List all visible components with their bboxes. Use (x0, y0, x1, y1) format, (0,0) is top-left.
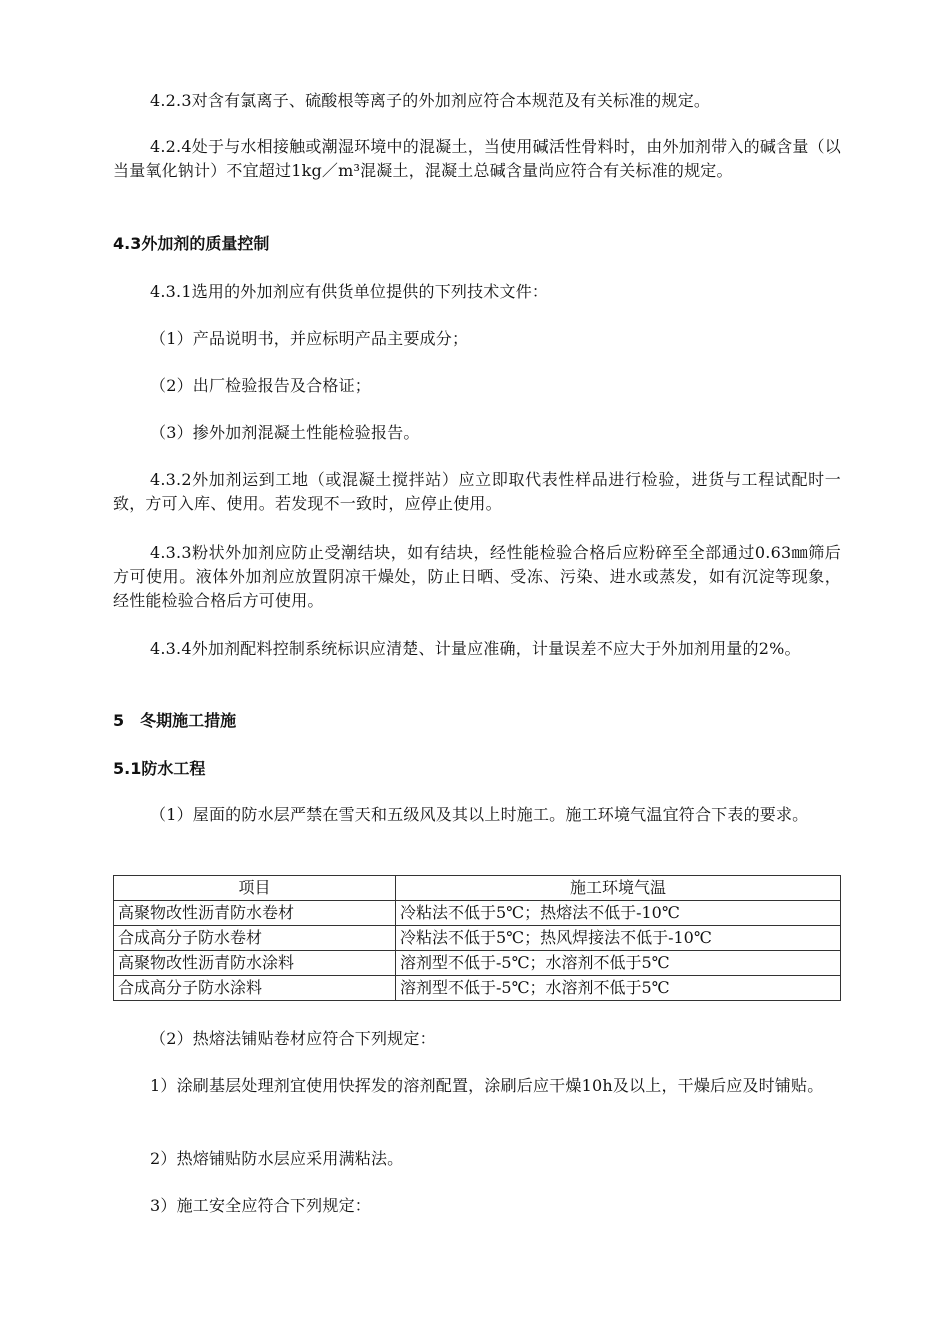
table-row (114, 901, 841, 926)
table-cell-temperature: 溶剂型不低于-5℃；水溶剂不低于5℃ (396, 976, 841, 1001)
chapter-5-heading: 5 冬期施工措施 (113, 711, 237, 730)
table-header-cell: 施工环境气温 (396, 876, 841, 901)
clause-5-1-item-2-sub-3: 3）施工安全应符合下列规定： (150, 1196, 371, 1215)
clause-4-3-1-item-1: （1）产品说明书，并应标明产品主要成分； (150, 329, 469, 348)
table-cell-temperature: 冷粘法不低于5℃；热风焊接法不低于-10℃ (396, 926, 841, 951)
table-cell-item: 合成高分子防水涂料 (114, 976, 396, 1001)
table-cell-temperature: 冷粘法不低于5℃；热熔法不低于-10℃ (396, 901, 841, 926)
clause-4-3-2: 4.3.2外加剂运到工地（或混凝土搅拌站）应立即取代表性样品进行检验，进货与工程试配时一致，方可入库、使用。若发现不一致时，应停止使用。 (113, 470, 841, 513)
clause-5-1-item-2-sub-1: 1）涂刷基层处理剂宜使用快挥发的溶剂配置，涂刷后应干燥10h及以上，干燥后应及时铺贴。 (150, 1076, 824, 1095)
table-cell-item: 高聚物改性沥青防水卷材 (114, 901, 396, 926)
temperature-table (113, 875, 841, 1001)
clause-4-2-3: 4.2.3对含有氯离子、硫酸根等离子的外加剂应符合本规范及有关标准的规定。 (150, 91, 711, 110)
table-row (114, 926, 841, 951)
table-header-row (114, 876, 841, 901)
clause-4-3-1: 4.3.1选用的外加剂应有供货单位提供的下列技术文件： (150, 282, 549, 301)
clause-4-3-3: 4.3.3粉状外加剂应防止受潮结块，如有结块，经性能检验合格后应粉碎至全部通过0.63㎜筛后方可使用。液体外加剂应放置阴凉干燥处，防止日晒、受冻、污染、进水或蒸发，如有沉淀等现象，经性能检验合格后方可使用。 (113, 543, 841, 610)
table-row (114, 976, 841, 1001)
clause-4-3-4: 4.3.4外加剂配料控制系统标识应清楚、计量应准确，计量误差不应大于外加剂用量的2%。 (150, 639, 801, 658)
table-cell-item: 合成高分子防水卷材 (114, 926, 396, 951)
table-header-cell: 项目 (114, 876, 396, 901)
clause-5-1-item-2: （2）热熔法铺贴卷材应符合下列规定： (150, 1029, 436, 1048)
clause-5-1-item-1: （1）屋面的防水层严禁在雪天和五级风及其以上时施工。施工环境气温宜符合下表的要求。 (150, 805, 809, 824)
table-cell-temperature: 溶剂型不低于-5℃；水溶剂不低于5℃ (396, 951, 841, 976)
table-row (114, 951, 841, 976)
table-cell-item: 高聚物改性沥青防水涂料 (114, 951, 396, 976)
clause-4-3-1-item-2: （2）出厂检验报告及合格证； (150, 376, 371, 395)
clause-5-1-item-2-sub-2: 2）热熔铺贴防水层应采用满粘法。 (150, 1149, 404, 1168)
section-4-3-heading: 4.3外加剂的质量控制 (113, 234, 270, 253)
clause-4-3-1-item-3: （3）掺外加剂混凝土性能检验报告。 (150, 423, 420, 442)
section-5-1-heading: 5.1防水工程 (113, 759, 206, 778)
clause-4-2-4: 4.2.4处于与水相接触或潮湿环境中的混凝土，当使用碱活性骨料时，由外加剂带入的碱含量（以当量氧化钠计）不宜超过1kg／m³混凝土，混凝土总碱含量尚应符合有关标准的规定。 (113, 137, 841, 180)
